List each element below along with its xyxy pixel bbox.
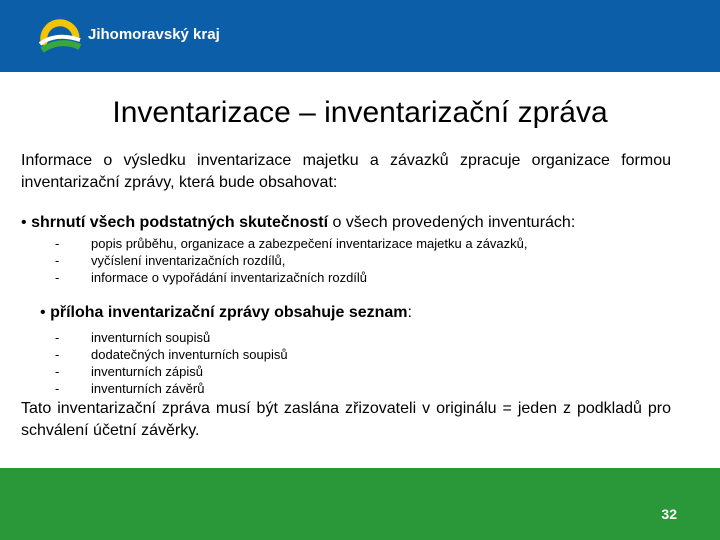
bullet-marker: • [40,304,46,321]
summary-sublist [55,235,528,286]
region-logo [38,14,82,54]
list-item: - popis průběhu, organizace a zabezpečení inventarizace majetku a závazků, [55,236,528,251]
bullet-attachment [40,304,700,322]
bullet-attachment-bold: příloha inventarizační zprávy obsahuje seznam [50,304,408,321]
list-item: - inventurních soupisů [55,330,211,345]
intro-paragraph: Informace o výsledku inventarizace majetku a závazků zpracuje organizace formou inventarizační zprávy, která bude obsahovat: [21,152,671,191]
footer-bar [0,468,720,540]
region-logo-icon [38,14,82,54]
header-bar [0,0,720,72]
page-title: Inventarizace – inventarizační zpráva [112,96,608,129]
list-item: - informace o vypořádání inventarizačních rozdílů [55,270,368,285]
bullet-attachment-rest: : [407,304,412,321]
list-item: - dodatečných inventurních soupisů [55,347,288,362]
closing-paragraph: Tato inventarizační zpráva musí být zaslána zřizovateli v originálu = jeden z podkladů pro schválení účetní závěrky. [21,400,671,439]
bullet-summary [21,214,701,232]
bullet-summary-bold: shrnutí všech podstatných skutečností [31,214,329,231]
bullet-marker: • [21,214,27,231]
page-number: 32 [661,506,677,522]
bullet-summary-rest: o všech provedených inventurách: [328,214,576,231]
list-item: - inventurních závěrů [55,381,205,396]
brand-name: Jihomoravský kraj [88,26,220,43]
list-item: - inventurních zápisů [55,364,204,379]
attachment-sublist [55,329,288,397]
list-item: - vyčíslení inventarizačních rozdílů, [55,253,286,268]
